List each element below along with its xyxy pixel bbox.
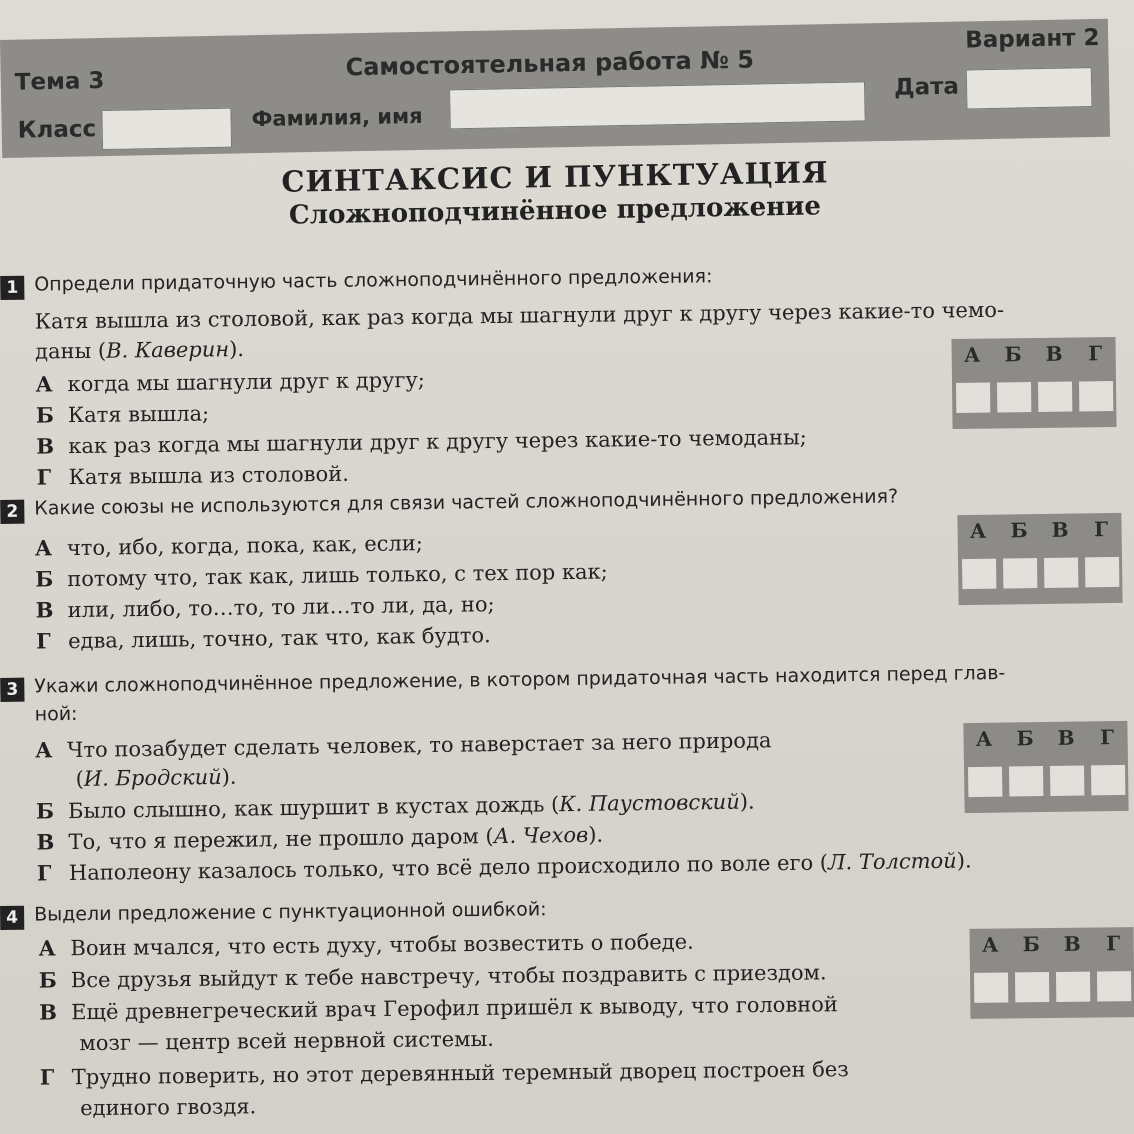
option-b: Б потому что, так как, лишь только, с тех пор как; <box>35 559 608 592</box>
option-d: Г Трудно поверить, но этот деревянный теремный дворец построен без <box>39 1057 849 1090</box>
author: К. Паустовский <box>559 789 740 817</box>
option-c: В Ещё древнегреческий врач Герофил пришёл к выводу, что головной <box>39 992 838 1025</box>
question-number: 1 <box>0 276 24 300</box>
answer-cell-d[interactable] <box>1097 971 1131 1001</box>
answer-grid-2: А Б В Г <box>957 513 1122 605</box>
option-c: В То, что я пережил, не прошло даром (А. Чехов). <box>36 822 604 855</box>
name-field[interactable] <box>449 81 866 129</box>
answer-cell-b[interactable] <box>1015 972 1049 1002</box>
name-label: Фамилия, имя <box>251 103 423 132</box>
question-prompt: Определи придаточную часть сложноподчинённого предложения: <box>34 265 713 296</box>
answer-cell-b[interactable] <box>997 382 1031 412</box>
option-c: В или, либо, то…то, то ли…то ли, да, но; <box>35 592 495 623</box>
header-band <box>0 19 1110 158</box>
question-number: 3 <box>0 678 24 702</box>
option-b: Б Катя вышла; <box>35 401 210 428</box>
question-text-cont: даны (В. Каверин). <box>34 337 245 364</box>
option-a: А когда мы шагнули друг к другу; <box>35 367 426 397</box>
answer-cell-c[interactable] <box>1044 557 1078 587</box>
class-label: Класс <box>17 116 97 144</box>
option-d: Г едва, лишь, точно, так что, как будто. <box>35 623 491 654</box>
answer-cell-c[interactable] <box>1056 972 1090 1002</box>
option-b: Б Было слышно, как шуршит в кустах дождь (К. Паустовский). <box>35 789 755 824</box>
class-field[interactable] <box>101 108 232 150</box>
answer-cell-a[interactable] <box>962 559 996 589</box>
answer-cell-c[interactable] <box>1050 765 1084 795</box>
answer-grid-3: А Б В Г <box>963 721 1128 813</box>
author: Л. Толстой <box>827 848 957 875</box>
page-subtitle: Сложноподчинённое предложение <box>288 191 822 231</box>
question-prompt: Выдели предложение с пунктуационной ошибкой: <box>34 898 547 926</box>
topic-label: Тема 3 <box>14 68 105 96</box>
option-a: А что, ибо, когда, пока, как, если; <box>34 531 424 561</box>
option-d: Г Наполеону казалось только, что всё дело происходило по воле его (Л. Толстой). <box>36 848 972 886</box>
variant-label: Вариант 2 <box>964 24 1100 54</box>
answer-grid-1: А Б В Г <box>951 337 1116 429</box>
author: А. Чехов <box>493 822 589 849</box>
answer-cell-d[interactable] <box>1091 765 1125 795</box>
question-text: Катя вышла из столовой, как раз когда мы шагнули друг к другу через какие-то чемо- <box>34 297 1005 334</box>
answer-cell-c[interactable] <box>1038 382 1072 412</box>
answer-cell-b[interactable] <box>1003 558 1037 588</box>
answer-cell-a[interactable] <box>974 972 1008 1002</box>
option-d: Г Катя вышла из столовой. <box>36 461 349 490</box>
author: В. Каверин <box>105 337 230 363</box>
option-c-cont: мозг — центр всей нервной системы. <box>79 1026 495 1056</box>
author: И. Бродский <box>83 764 222 791</box>
question-prompt-cont: ной: <box>34 702 78 726</box>
question-prompt: Укажи сложноподчинённое предложение, в котором придаточная часть находится перед глав- <box>34 661 1006 698</box>
answer-cell-a[interactable] <box>956 383 990 413</box>
question-number: 4 <box>0 906 24 930</box>
date-field[interactable] <box>966 67 1093 109</box>
answer-grid-4: А Б В Г <box>970 927 1134 1019</box>
answer-cell-a[interactable] <box>968 767 1002 797</box>
date-label: Дата <box>893 73 960 101</box>
answer-cell-d[interactable] <box>1079 381 1113 411</box>
option-b: Б Все друзья выйдут к тебе навстречу, чтобы поздравить с приездом. <box>38 960 827 993</box>
work-title: Самостоятельная работа № 5 <box>345 45 755 82</box>
option-a: А Что позабудет сделать человек, то наверстает за него природа <box>35 728 772 763</box>
answer-cell-b[interactable] <box>1009 766 1043 796</box>
option-d-cont: единого гвоздя. <box>80 1094 257 1121</box>
option-a-cont: (И. Бродский). <box>75 764 237 791</box>
question-prompt: Какие союзы не используются для связи частей сложноподчинённого предложения? <box>34 485 899 520</box>
page-title: СИНТАКСИС И ПУНКТУАЦИЯ <box>281 155 829 199</box>
option-c: В как раз когда мы шагнули друг к другу через какие-то чемоданы; <box>36 425 807 459</box>
question-number: 2 <box>0 500 24 524</box>
answer-cell-d[interactable] <box>1085 557 1119 587</box>
option-a: А Воин мчался, что есть духу, чтобы возвестить о победе. <box>38 929 694 961</box>
